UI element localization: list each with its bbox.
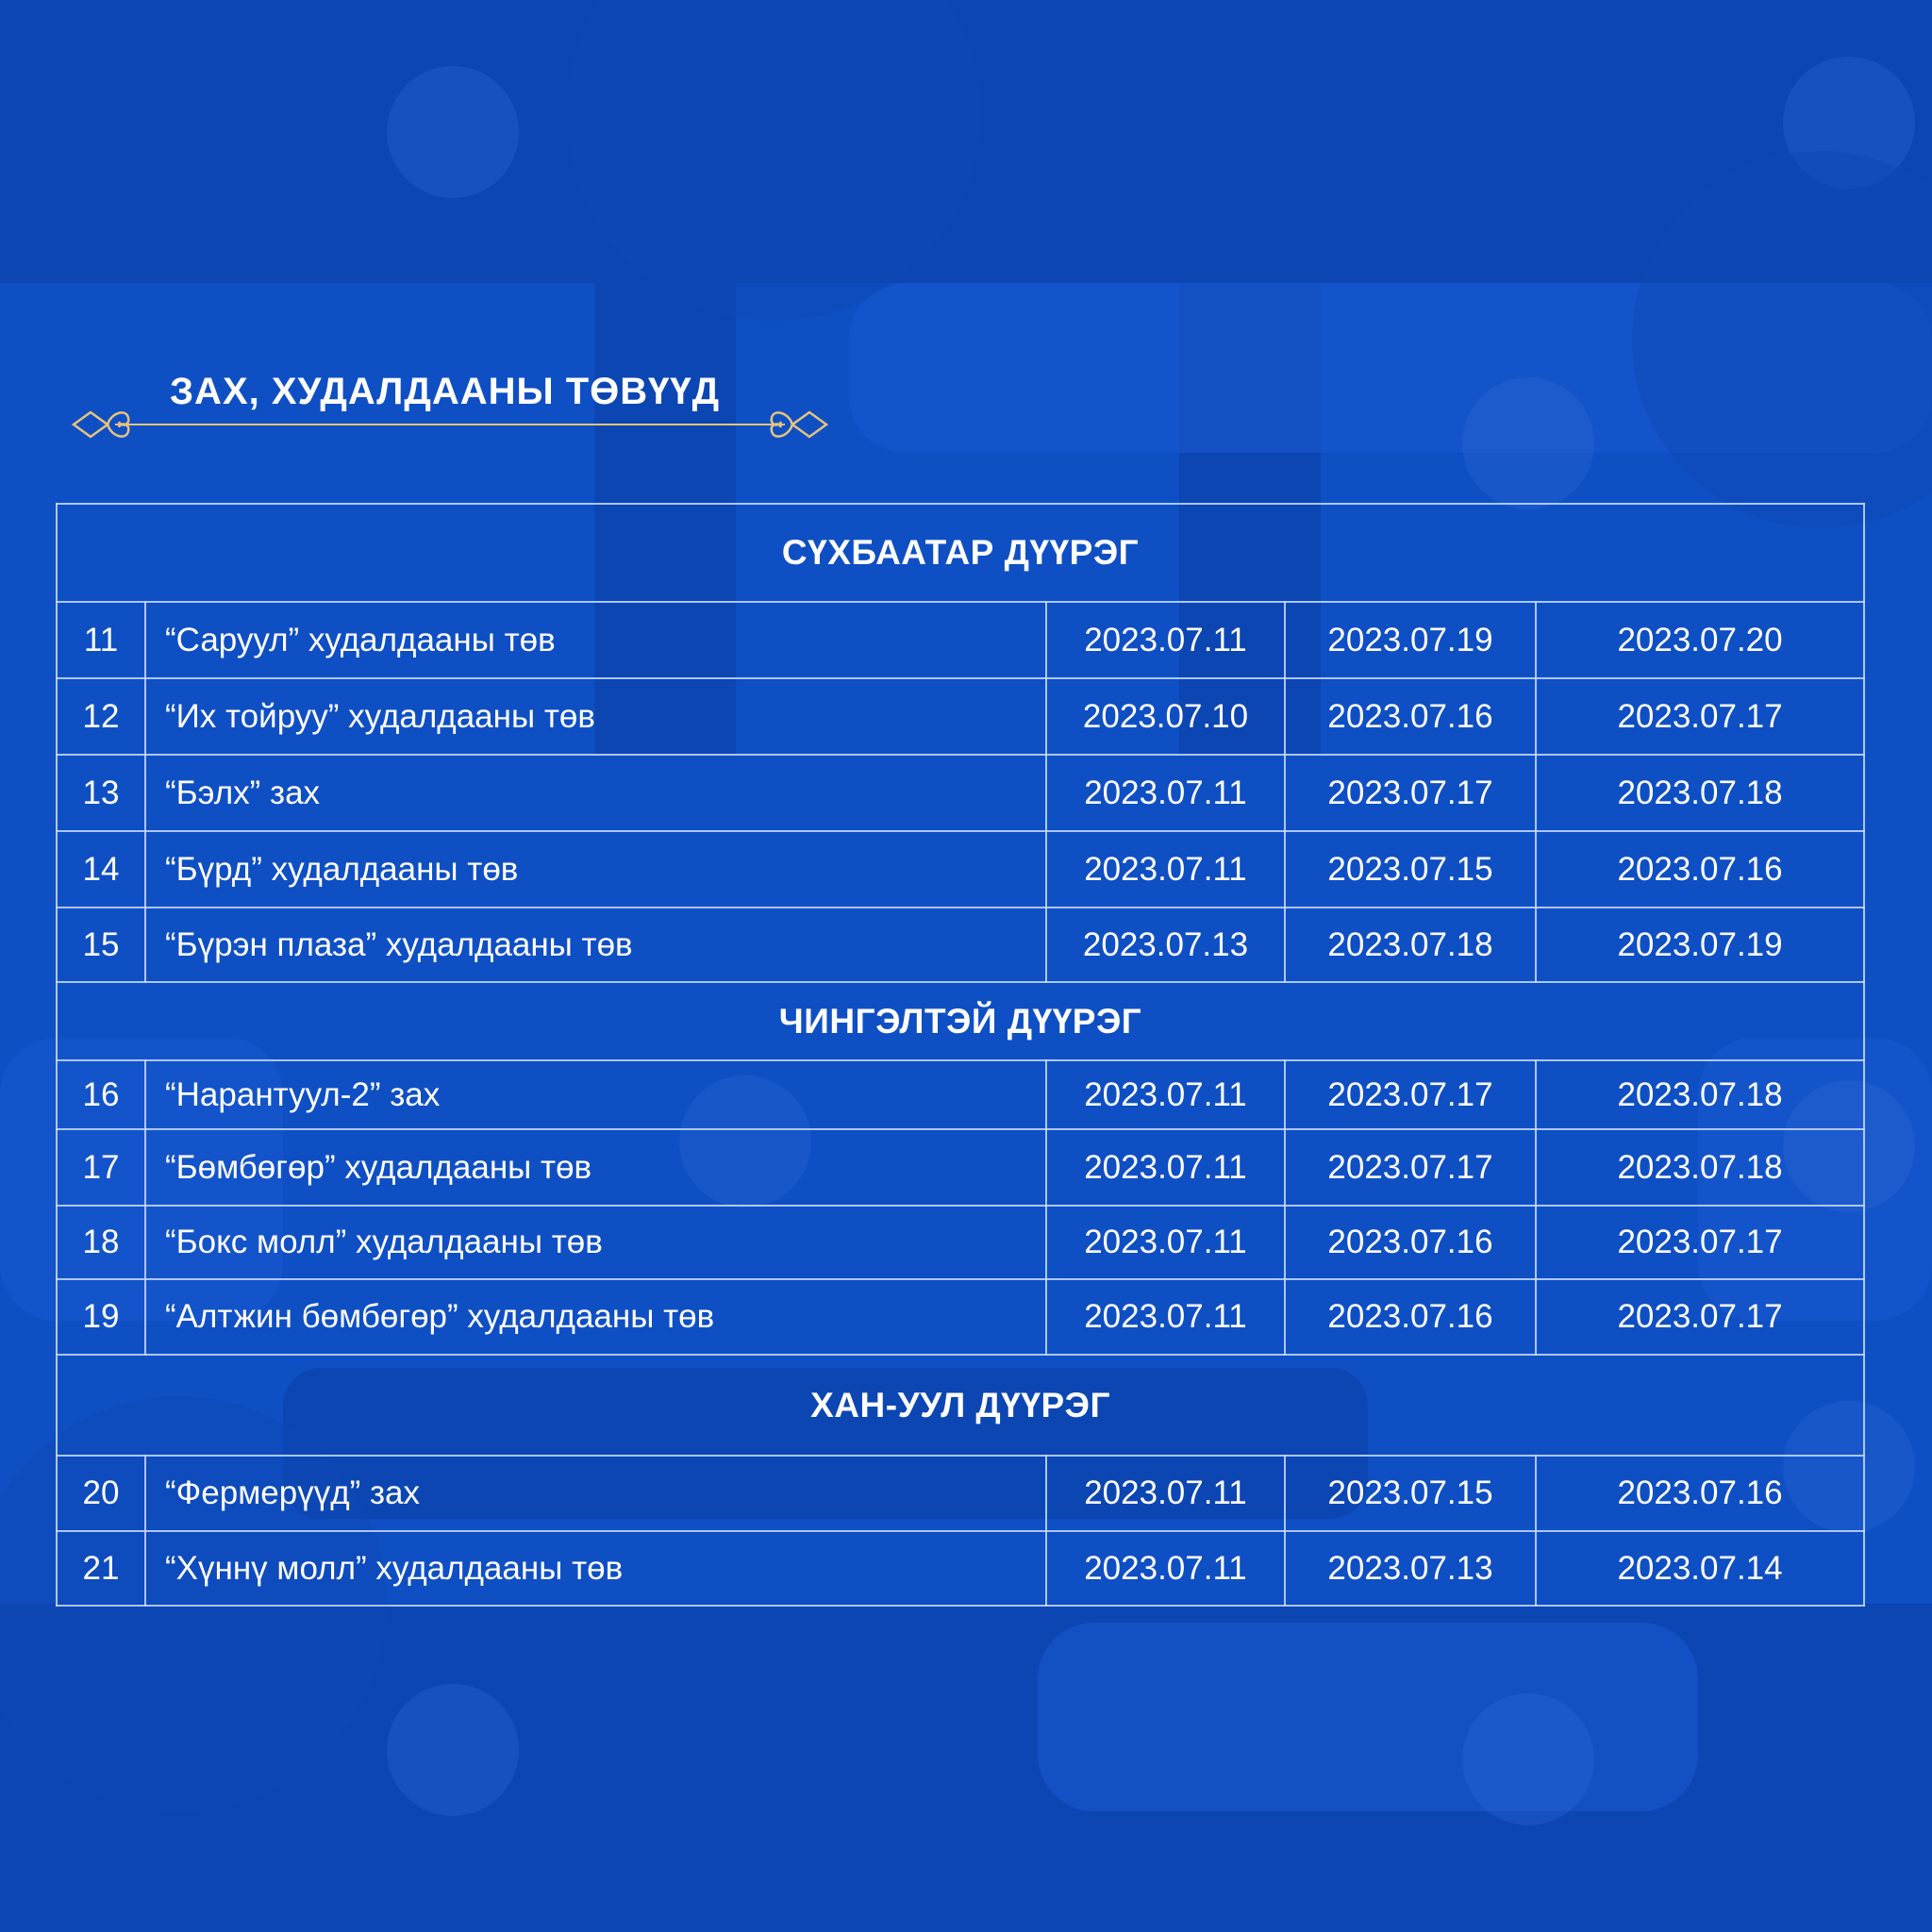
market-name: “Бэлх” зах	[145, 755, 1046, 831]
market-name: “Фермерүүд” зах	[145, 1456, 1046, 1531]
district-header-row	[57, 982, 1864, 1060]
date-1: 2023.07.11	[1046, 602, 1285, 678]
district-title: ХАН-УУЛ ДҮҮРЭГ	[57, 1355, 1864, 1456]
date-3: 2023.07.17	[1536, 1279, 1864, 1355]
date-3: 2023.07.20	[1536, 602, 1864, 678]
row-number: 12	[57, 678, 145, 755]
row-number: 14	[57, 831, 145, 908]
table-row	[57, 755, 1864, 831]
market-name: “Бүрд” худалдааны төв	[145, 831, 1046, 908]
table-row	[57, 1206, 1864, 1279]
row-number: 11	[57, 602, 145, 678]
row-number: 18	[57, 1206, 145, 1279]
date-3: 2023.07.14	[1536, 1531, 1864, 1606]
table-row	[57, 908, 1864, 982]
date-2: 2023.07.16	[1285, 1279, 1536, 1355]
date-2: 2023.07.17	[1285, 755, 1536, 831]
table-row	[57, 1279, 1864, 1355]
date-1: 2023.07.11	[1046, 831, 1285, 908]
date-3: 2023.07.19	[1536, 908, 1864, 982]
table-row	[57, 1531, 1864, 1606]
table-row	[57, 1129, 1864, 1206]
date-1: 2023.07.11	[1046, 1456, 1285, 1531]
district-title: СҮХБААТАР ДҮҮРЭГ	[57, 504, 1864, 602]
date-1: 2023.07.10	[1046, 678, 1285, 755]
date-2: 2023.07.15	[1285, 1456, 1536, 1531]
market-name: “Нарантуул-2” зах	[145, 1060, 1046, 1129]
date-1: 2023.07.11	[1046, 1279, 1285, 1355]
market-name: “Бүрэн плаза” худалдааны төв	[145, 908, 1046, 982]
date-1: 2023.07.11	[1046, 755, 1285, 831]
date-3: 2023.07.18	[1536, 1129, 1864, 1206]
page-title: ЗАХ, ХУДАЛДААНЫ ТӨВҮҮД	[170, 371, 721, 412]
date-2: 2023.07.17	[1285, 1060, 1536, 1129]
date-3: 2023.07.18	[1536, 1060, 1864, 1129]
date-1: 2023.07.11	[1046, 1206, 1285, 1279]
date-3: 2023.07.17	[1536, 1206, 1864, 1279]
row-number: 15	[57, 908, 145, 982]
ornament-divider-icon	[68, 401, 832, 448]
date-3: 2023.07.16	[1536, 1456, 1864, 1531]
market-name: “Бокс молл” худалдааны төв	[145, 1206, 1046, 1279]
date-3: 2023.07.18	[1536, 755, 1864, 831]
district-header-row	[57, 1355, 1864, 1456]
market-name: “Бөмбөгөр” худалдааны төв	[145, 1129, 1046, 1206]
market-name: “Саруул” худалдааны төв	[145, 602, 1046, 678]
market-name: “Алтжин бөмбөгөр” худалдааны төв	[145, 1279, 1046, 1355]
market-schedule-table	[56, 503, 1865, 1607]
market-name: “Хүннү молл” худалдааны төв	[145, 1531, 1046, 1606]
date-3: 2023.07.17	[1536, 678, 1864, 755]
page-header	[68, 363, 832, 448]
row-number: 17	[57, 1129, 145, 1206]
date-1: 2023.07.11	[1046, 1531, 1285, 1606]
date-1: 2023.07.11	[1046, 1129, 1285, 1206]
date-2: 2023.07.16	[1285, 678, 1536, 755]
date-2: 2023.07.13	[1285, 1531, 1536, 1606]
row-number: 20	[57, 1456, 145, 1531]
row-number: 19	[57, 1279, 145, 1355]
date-2: 2023.07.17	[1285, 1129, 1536, 1206]
date-2: 2023.07.16	[1285, 1206, 1536, 1279]
table-row	[57, 831, 1864, 908]
table-row	[57, 1060, 1864, 1129]
district-header-row	[57, 504, 1864, 602]
row-number: 21	[57, 1531, 145, 1606]
date-1: 2023.07.13	[1046, 908, 1285, 982]
row-number: 16	[57, 1060, 145, 1129]
date-2: 2023.07.18	[1285, 908, 1536, 982]
table-row	[57, 602, 1864, 678]
district-title: ЧИНГЭЛТЭЙ ДҮҮРЭГ	[57, 982, 1864, 1060]
date-1: 2023.07.11	[1046, 1060, 1285, 1129]
date-2: 2023.07.15	[1285, 831, 1536, 908]
date-2: 2023.07.19	[1285, 602, 1536, 678]
table-row	[57, 678, 1864, 755]
row-number: 13	[57, 755, 145, 831]
table-row	[57, 1456, 1864, 1531]
market-name: “Их тойруу” худалдааны төв	[145, 678, 1046, 755]
date-3: 2023.07.16	[1536, 831, 1864, 908]
